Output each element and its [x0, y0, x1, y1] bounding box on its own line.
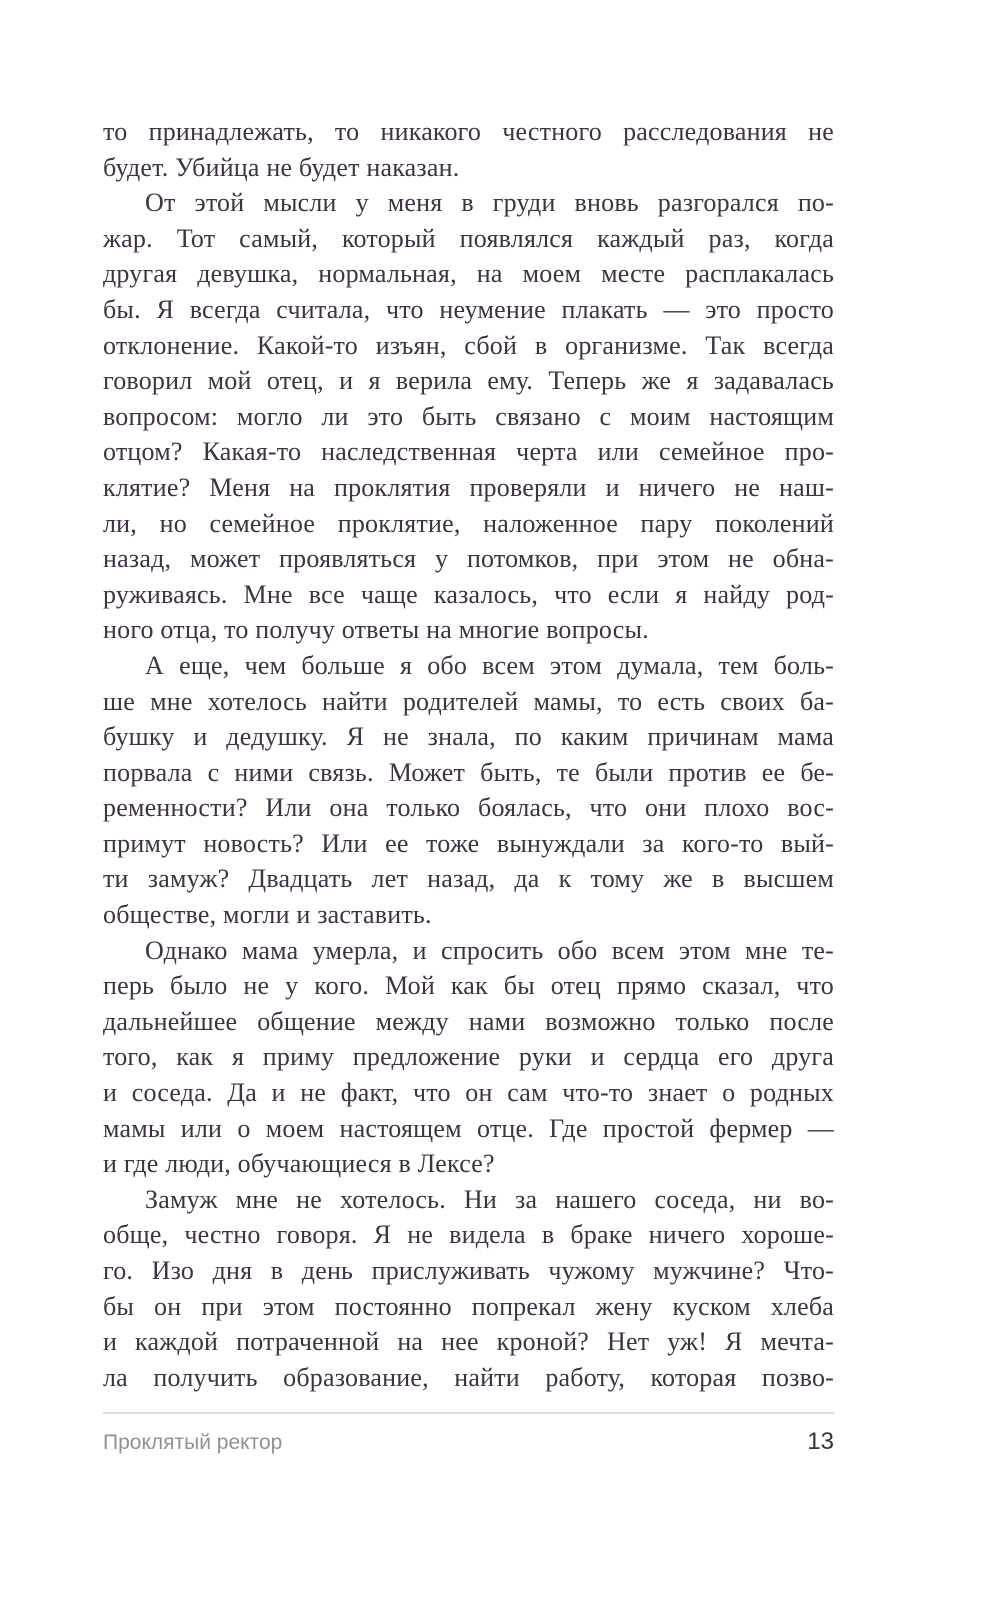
text-line: бы он при этом постоянно попрекал жену куском хлеба	[103, 1291, 834, 1321]
text-line: порвала с ними связь. Может быть, те были против ее бе-	[103, 757, 834, 787]
page-text	[103, 114, 834, 1395]
text-line: мамы или о моем настоящем отце. Где простой фермер —	[103, 1113, 834, 1143]
text-line: ти замуж? Двадцать лет назад, да к тому же в высшем	[103, 864, 834, 894]
text-line: того, как я приму предложение руки и сердца его друга	[103, 1042, 834, 1072]
text-line: другая девушка, нормальная, на моем месте расплакалась	[103, 259, 834, 289]
text-line: перь было не у кого. Мой как бы отец прямо сказал, что	[103, 971, 834, 1001]
text-line: бы. Я всегда считала, что неумение плакать — это просто	[103, 294, 834, 324]
text-line: ного отца, то получу ответы на многие вопросы.	[103, 615, 649, 645]
text-line: будет. Убийца не будет наказан.	[103, 152, 460, 182]
running-title: Проклятый ректор	[103, 1431, 283, 1454]
footer-divider	[103, 1412, 834, 1414]
text-line: говорил мой отец, и я верила ему. Теперь же я задавалась	[103, 366, 834, 396]
text-line: ли, но семейное проклятие, наложенное пару поколений	[103, 508, 834, 538]
text-line: то принадлежать, то никакого честного расследования не	[103, 117, 834, 146]
text-line: го. Изо дня в день прислуживать чужому мужчине? Что-	[103, 1256, 834, 1285]
text-line: бушку и дедушку. Я не знала, по каким причинам мама	[103, 722, 834, 752]
text-line: и соседа. Да и не факт, что он сам что-то знает о родных	[103, 1078, 834, 1108]
text-line: вопросом: могло ли это быть связано с моим настоящим	[103, 401, 834, 431]
text-line: От этой мысли у меня в груди вновь разгорался по-	[145, 188, 834, 218]
page-number: 13	[807, 1428, 834, 1455]
text-line: и каждой потраченной на нее кроной? Нет уж! Я мечта-	[103, 1327, 834, 1357]
text-line: назад, может проявляться у потомков, при этом не обна-	[103, 544, 834, 574]
text-line: дальнейшее общение между нами возможно только после	[103, 1006, 834, 1036]
text-line: ла получить образование, найти работу, которая позво-	[103, 1362, 834, 1392]
text-line: жар. Тот самый, который появлялся каждый раз, когда	[103, 223, 834, 253]
text-line: отцом? Какая-то наследственная черта или семейное про-	[103, 437, 834, 467]
text-line: Однако мама умерла, и спросить обо всем этом мне те-	[145, 935, 834, 965]
text-line: обществе, могли и заставить.	[103, 900, 432, 930]
text-line: А еще, чем больше я обо всем этом думала, тем боль-	[145, 650, 834, 680]
text-line: ше мне хотелось найти родителей мамы, то есть своих ба-	[103, 686, 834, 716]
text-line: ременности? Или она только боялась, что они плохо вос-	[103, 793, 834, 823]
text-line: и где люди, обучающиеся в Лексе?	[103, 1149, 495, 1179]
text-line: руживаясь. Мне все чаще казалось, что если я найду род-	[103, 579, 834, 609]
footer-row	[103, 1428, 834, 1456]
text-line: клятие? Меня на проклятия проверяли и ничего не наш-	[103, 472, 834, 502]
text-line: обще, честно говоря. Я не видела в браке ничего хороше-	[103, 1220, 834, 1250]
text-line: Замуж мне не хотелось. Ни за нашего соседа, ни во-	[145, 1184, 834, 1214]
page-footer	[103, 1412, 834, 1456]
text-line: примут новость? Или ее тоже вынуждали за кого-то вый-	[103, 828, 834, 858]
text-line: отклонение. Какой-то изъян, сбой в организме. Так всегда	[103, 330, 834, 360]
